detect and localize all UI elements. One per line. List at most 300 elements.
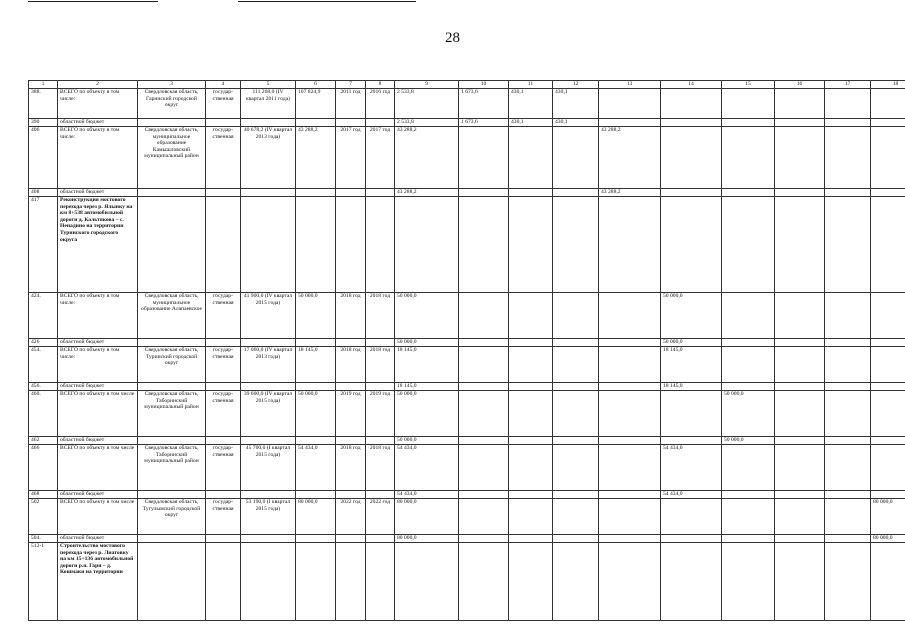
table-cell: 2018 год: [366, 347, 395, 383]
table-cell: [336, 437, 366, 445]
table-cell: 43 288,2: [395, 127, 459, 189]
table-cell: Свердловская область, Таборинский муниципальный район: [138, 391, 206, 437]
table-cell: [825, 437, 871, 445]
table-cell: Свердловская область, Тугулымский городской округ: [138, 499, 206, 535]
table-cell: [553, 391, 599, 437]
table-cell: [366, 543, 395, 621]
table-cell: 50 000,0: [296, 293, 336, 339]
table-cell: государ-ственная: [206, 89, 241, 119]
table-cell: [509, 293, 553, 339]
column-number: 3: [138, 81, 206, 89]
row-description-cell: областной бюджет: [58, 119, 138, 127]
table-cell: [138, 119, 206, 127]
table-cell: [599, 437, 661, 445]
table-cell: [366, 437, 395, 445]
table-cell: [553, 383, 599, 391]
table-cell: [366, 535, 395, 543]
table-cell: [366, 189, 395, 197]
column-number: 8: [366, 81, 395, 89]
table-cell: [138, 339, 206, 347]
table-cell: Свердловская область, Таборинский муниципальный район: [138, 445, 206, 491]
table-cell: [459, 499, 509, 535]
table-cell: [825, 543, 871, 621]
column-number: 13: [599, 81, 661, 89]
table-cell: Свердловская область, Гаринский городской округ: [138, 89, 206, 119]
table-cell: [871, 89, 905, 119]
table-cell: [871, 437, 905, 445]
table-cell: [661, 437, 722, 445]
column-number: 9: [395, 81, 459, 89]
table-cell: [825, 127, 871, 189]
table-cell: 43 288,2: [296, 127, 336, 189]
table-cell: 18 145,0: [661, 383, 722, 391]
table-cell: 54 434,0: [661, 491, 722, 499]
table-row: [29, 197, 905, 293]
table-cell: [871, 197, 905, 293]
table-cell: 50 000,0: [661, 293, 722, 339]
table-cell: [206, 383, 241, 391]
table-cell: [661, 189, 722, 197]
table-cell: государ-ственная: [206, 391, 241, 437]
table-cell: [509, 437, 553, 445]
column-number: 11: [509, 81, 553, 89]
table-cell: [509, 543, 553, 621]
table-cell: [825, 119, 871, 127]
table-cell: [138, 491, 206, 499]
table-row: [29, 437, 905, 445]
table-cell: 80 000,0: [395, 535, 459, 543]
table-cell: 80 000,0: [871, 499, 905, 535]
table-cell: [599, 339, 661, 347]
column-number: 12: [553, 81, 599, 89]
table-cell: Свердловская область, муниципальное образование Камышловский муниципальный район: [138, 127, 206, 189]
row-description-cell: областной бюджет: [58, 437, 138, 445]
table-cell: [599, 383, 661, 391]
column-number: 17: [825, 81, 871, 89]
row-code-cell: 456.: [29, 383, 58, 391]
table-cell: [509, 127, 553, 189]
table-cell: [138, 437, 206, 445]
table-cell: 2022 год: [336, 499, 366, 535]
row-code-cell: 424.: [29, 293, 58, 339]
table-cell: [661, 127, 722, 189]
table-cell: [509, 535, 553, 543]
table-cell: 43 288,2: [599, 189, 661, 197]
table-cell: государ-ственная: [206, 127, 241, 189]
row-description-cell: Строительство мостового перехода через р. Лиатовку на км 15+136 автомобильной дороги р.п. Гари – д. Кошмаки на территории: [58, 543, 138, 621]
table-cell: [599, 347, 661, 383]
table-cell: [241, 437, 296, 445]
row-code-cell: 426: [29, 339, 58, 347]
row-description-cell: областной бюджет: [58, 383, 138, 391]
table-cell: [459, 383, 509, 391]
table-cell: [138, 383, 206, 391]
table-cell: [336, 189, 366, 197]
table-cell: [599, 491, 661, 499]
table-cell: [366, 383, 395, 391]
row-description-cell: областной бюджет: [58, 339, 138, 347]
row-code-cell: 466: [29, 445, 58, 491]
table-cell: [722, 491, 775, 499]
table-cell: [206, 189, 241, 197]
table-cell: [366, 339, 395, 347]
row-code-cell: 512-1: [29, 543, 58, 621]
table-cell: [553, 445, 599, 491]
table-cell: [599, 445, 661, 491]
row-description-cell: ВСЕГО по объекту в том числе:: [58, 127, 138, 189]
table-cell: государ-ственная: [206, 445, 241, 491]
table-cell: 43 288,2: [599, 127, 661, 189]
table-cell: [459, 437, 509, 445]
table-cell: 18 145,0: [296, 347, 336, 383]
table-cell: [775, 119, 825, 127]
table-cell: государ-ственная: [206, 499, 241, 535]
table-cell: 54 434,0: [296, 445, 336, 491]
table-cell: 2018 год: [336, 293, 366, 339]
table-cell: [775, 543, 825, 621]
table-cell: 39 600,0 (IV квартал 2015 года): [241, 391, 296, 437]
table-cell: [296, 197, 336, 293]
table-row: [29, 119, 905, 127]
table-cell: [366, 197, 395, 293]
table-cell: [138, 543, 206, 621]
table-row: [29, 339, 905, 347]
column-number: 7: [336, 81, 366, 89]
table-cell: 50 000,0: [722, 437, 775, 445]
table-cell: 50 000,0: [661, 339, 722, 347]
table-cell: 2 533,8: [395, 89, 459, 119]
table-cell: 50 000,0: [395, 339, 459, 347]
table-cell: [871, 391, 905, 437]
table-cell: [825, 535, 871, 543]
table-cell: государ-ственная: [206, 347, 241, 383]
table-cell: 2018 год: [366, 445, 395, 491]
table-cell: 430,1: [553, 89, 599, 119]
row-description-cell: областной бюджет: [58, 491, 138, 499]
table-cell: [775, 535, 825, 543]
table-cell: [459, 339, 509, 347]
table-cell: 80 000,0: [871, 535, 905, 543]
row-description-cell: областной бюджет: [58, 535, 138, 543]
table-cell: [296, 535, 336, 543]
table-cell: [661, 391, 722, 437]
table-cell: [553, 293, 599, 339]
table-cell: [336, 197, 366, 293]
row-code-cell: 408: [29, 189, 58, 197]
table-row: [29, 293, 905, 339]
table-cell: [775, 347, 825, 383]
table-cell: [775, 127, 825, 189]
table-cell: [871, 383, 905, 391]
column-number: 5: [241, 81, 296, 89]
table-cell: [661, 197, 722, 293]
row-code-cell: 388.: [29, 89, 58, 119]
table-cell: [722, 339, 775, 347]
table-cell: [722, 189, 775, 197]
table-cell: [775, 197, 825, 293]
table-cell: 2019 год: [366, 391, 395, 437]
table-cell: 2018 год: [336, 347, 366, 383]
table-cell: [825, 189, 871, 197]
table-cell: 41 900,0 (IV квартал 2015 года): [241, 293, 296, 339]
column-number: 14: [661, 81, 722, 89]
top-rule-left: [28, 1, 158, 2]
table-cell: [825, 499, 871, 535]
table-cell: 54 434,0: [395, 491, 459, 499]
table-cell: 54 434,0: [395, 445, 459, 491]
column-number: 6: [296, 81, 336, 89]
table-cell: [599, 119, 661, 127]
table-cell: [553, 339, 599, 347]
table-cell: [241, 197, 296, 293]
column-number: 1: [29, 81, 58, 89]
table-cell: [871, 491, 905, 499]
table-cell: [775, 445, 825, 491]
table-cell: [825, 391, 871, 437]
table-cell: [775, 189, 825, 197]
row-code-cell: 502: [29, 499, 58, 535]
table-cell: [296, 437, 336, 445]
table-cell: [336, 543, 366, 621]
table-cell: [599, 499, 661, 535]
table-cell: [661, 89, 722, 119]
table-cell: [553, 491, 599, 499]
table-cell: [206, 543, 241, 621]
table-cell: 2018 год: [336, 445, 366, 491]
table-cell: [871, 543, 905, 621]
table-cell: 80 000,0: [296, 499, 336, 535]
table-cell: 80 000,0: [395, 499, 459, 535]
table-cell: [553, 535, 599, 543]
table-cell: [775, 391, 825, 437]
table-cell: Свердловская область, муниципальное образование Алапаевское: [138, 293, 206, 339]
table-cell: [661, 535, 722, 543]
table-cell: [459, 445, 509, 491]
table-cell: [775, 437, 825, 445]
table-row: [29, 499, 905, 535]
top-rule-right: [238, 1, 416, 2]
row-code-cell: 468: [29, 491, 58, 499]
table-cell: [825, 89, 871, 119]
table-cell: [871, 445, 905, 491]
table-cell: [296, 119, 336, 127]
table-cell: 2022 год: [366, 499, 395, 535]
table-cell: 17 060,0 (IV квартал 2013 года): [241, 347, 296, 383]
table-cell: [366, 119, 395, 127]
row-code-cell: 417: [29, 197, 58, 293]
table-cell: [241, 543, 296, 621]
table-cell: [775, 491, 825, 499]
table-cell: [206, 491, 241, 499]
table-cell: [775, 499, 825, 535]
table-cell: 2017 год: [336, 127, 366, 189]
table-row: [29, 189, 905, 197]
row-description-cell: областной бюджет: [58, 189, 138, 197]
table-cell: [825, 339, 871, 347]
table-cell: [871, 189, 905, 197]
table-cell: 18 145,0: [395, 347, 459, 383]
row-code-cell: 406: [29, 127, 58, 189]
table-cell: [509, 491, 553, 499]
table-cell: [296, 189, 336, 197]
table-cell: [459, 189, 509, 197]
table-cell: [206, 339, 241, 347]
table-cell: [722, 445, 775, 491]
table-cell: [871, 293, 905, 339]
table-cell: [138, 189, 206, 197]
table-cell: [296, 383, 336, 391]
table-row: [29, 543, 905, 621]
table-cell: 2019 год: [336, 391, 366, 437]
table-cell: 50 000,0: [395, 293, 459, 339]
table-cell: 2 533,8: [395, 119, 459, 127]
row-code-cell: 390: [29, 119, 58, 127]
table-cell: [775, 383, 825, 391]
table-cell: [775, 89, 825, 119]
table-cell: [509, 189, 553, 197]
table-cell: 40 678,2 (IV квартал 2013 года): [241, 127, 296, 189]
table-cell: [459, 535, 509, 543]
table-cell: [336, 339, 366, 347]
table-cell: [241, 383, 296, 391]
table-cell: 1 673,6: [459, 119, 509, 127]
row-code-cell: 460.: [29, 391, 58, 437]
table-cell: 50 000,0: [722, 391, 775, 437]
table-cell: [871, 119, 905, 127]
table-cell: [206, 437, 241, 445]
table-cell: [553, 189, 599, 197]
table-cell: [553, 127, 599, 189]
table-cell: [775, 339, 825, 347]
row-code-cell: 504.: [29, 535, 58, 543]
page-number: 28: [445, 30, 460, 46]
table-cell: 2011 год: [336, 89, 366, 119]
table-cell: [241, 119, 296, 127]
row-description-cell: ВСЕГО по объекту в том числе:: [58, 89, 138, 119]
table-cell: [459, 543, 509, 621]
table-cell: [825, 347, 871, 383]
table-cell: 18 145,0: [661, 347, 722, 383]
table-cell: [871, 347, 905, 383]
table-cell: [871, 127, 905, 189]
table-cell: [722, 197, 775, 293]
column-number: 2: [58, 81, 138, 89]
table-cell: [825, 383, 871, 391]
table-cell: [599, 293, 661, 339]
column-number: 10: [459, 81, 509, 89]
table-row: [29, 347, 905, 383]
table-cell: [722, 543, 775, 621]
table-cell: [509, 445, 553, 491]
table-cell: [509, 339, 553, 347]
table-cell: [138, 535, 206, 543]
table-cell: [509, 347, 553, 383]
table-cell: 45 700,0 (I квартал 2015 года): [241, 445, 296, 491]
table-cell: 430,1: [509, 119, 553, 127]
row-description-cell: ВСЕГО по объекту в том числе: [58, 391, 138, 437]
budget-table: [28, 80, 905, 621]
table-cell: [825, 445, 871, 491]
table-cell: [599, 535, 661, 543]
table-cell: [599, 197, 661, 293]
table-cell: 430,1: [553, 119, 599, 127]
table-cell: [722, 383, 775, 391]
table-cell: [395, 197, 459, 293]
table-cell: [661, 119, 722, 127]
table-cell: [459, 293, 509, 339]
table-cell: [553, 499, 599, 535]
table-cell: [336, 535, 366, 543]
table-cell: [241, 339, 296, 347]
table-cell: 111 268,0 (IV квартал 2011 года): [241, 89, 296, 119]
table-cell: [509, 499, 553, 535]
table-row: [29, 491, 905, 499]
table-cell: [722, 119, 775, 127]
table-cell: [336, 383, 366, 391]
table-cell: [775, 293, 825, 339]
row-description-cell: ВСЕГО по объекту в том числе: [58, 445, 138, 491]
table-cell: [459, 347, 509, 383]
table-row: [29, 383, 905, 391]
table-cell: 430,1: [509, 89, 553, 119]
table-cell: 54 434,0: [661, 445, 722, 491]
table-cell: [241, 189, 296, 197]
table-cell: [336, 119, 366, 127]
column-number-row: [29, 81, 905, 89]
table-cell: [722, 347, 775, 383]
table-cell: 53 190,0 (I квартал 2015 года): [241, 499, 296, 535]
column-number: 16: [775, 81, 825, 89]
table-cell: [825, 293, 871, 339]
row-description-cell: ВСЕГО по объекту в том числе: [58, 499, 138, 535]
table-cell: 50 000,0: [296, 391, 336, 437]
table-cell: [553, 347, 599, 383]
table-cell: [553, 197, 599, 293]
table-cell: 2017 год: [366, 127, 395, 189]
column-number: 15: [722, 81, 775, 89]
table-cell: [509, 383, 553, 391]
table-cell: 107 824,9: [296, 89, 336, 119]
table-cell: [509, 391, 553, 437]
table-cell: [661, 499, 722, 535]
table-cell: 50 000,0: [395, 391, 459, 437]
table-cell: [722, 293, 775, 339]
table-cell: [599, 89, 661, 119]
table-cell: [206, 119, 241, 127]
row-description-cell: ВСЕГО по объекту в том числе:: [58, 347, 138, 383]
row-code-cell: 454.: [29, 347, 58, 383]
table-cell: [241, 491, 296, 499]
table-cell: [459, 197, 509, 293]
table-cell: 2016 год: [366, 89, 395, 119]
table-cell: [459, 127, 509, 189]
table-cell: [553, 437, 599, 445]
table-cell: [599, 391, 661, 437]
table-cell: [206, 535, 241, 543]
table-cell: [599, 543, 661, 621]
table-cell: [336, 491, 366, 499]
table-cell: [138, 197, 206, 293]
table-row: [29, 535, 905, 543]
table-cell: [825, 491, 871, 499]
table-cell: [395, 543, 459, 621]
table-cell: 18 145,0: [395, 383, 459, 391]
table-cell: [296, 491, 336, 499]
table-cell: [722, 499, 775, 535]
table-cell: 2018 год: [366, 293, 395, 339]
table-cell: [296, 543, 336, 621]
table-cell: [722, 535, 775, 543]
